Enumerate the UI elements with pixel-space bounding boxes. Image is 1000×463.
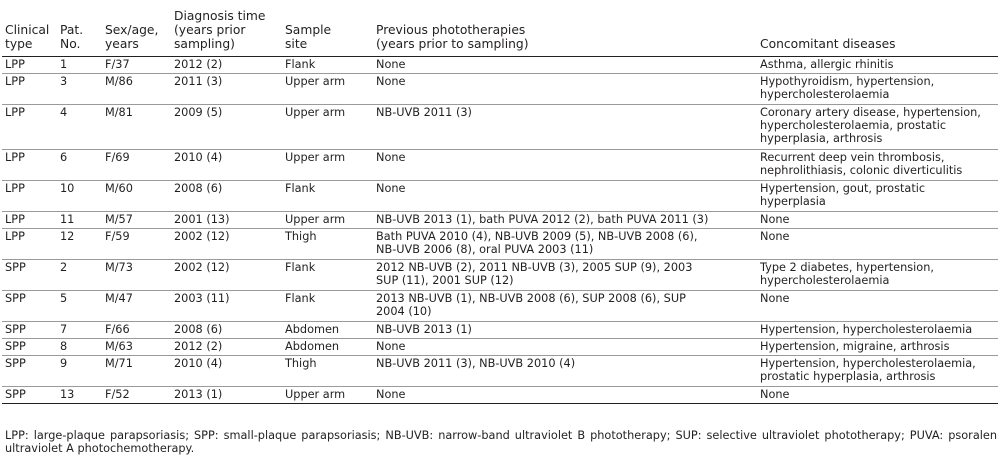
cell-sex-age: F/69: [105, 151, 130, 164]
cell-concomitant-diseases: [757, 291, 998, 322]
cell-concomitant-diseases-line: Asthma, allergic rhinitis: [760, 58, 894, 71]
cell-clinical-type: SPP: [5, 323, 26, 336]
cell-concomitant-diseases-line: Recurrent deep vein thrombosis,: [760, 151, 945, 164]
cell-pat-no: 1: [60, 58, 68, 71]
cell-concomitant-diseases: [757, 181, 998, 212]
cell-previous-phototherapies-line: NB-UVB 2013 (1): [376, 323, 472, 336]
cell-sex-age: M/47: [105, 292, 133, 305]
cell-sample-site: Thigh: [285, 357, 317, 370]
table-row: [2, 105, 998, 150]
cell-sample-site: Flank: [285, 292, 316, 305]
cell-clinical-type: LPP: [5, 213, 25, 226]
cell-previous-phototherapies-line: None: [376, 75, 406, 88]
table-footnote: LPP: large-plaque parapsoriasis; SPP: small-plaque parapsoriasis; NB-UVB: narrow-band ultraviolet B phototherapy; SUP: selective ultraviolet phototherapy; PUVA: psoralen ultraviolet A photochemotherapy.: [5, 429, 997, 455]
cell-pat-no: 12: [60, 230, 75, 243]
header-pat-no: Pat. No.: [60, 23, 84, 51]
cell-clinical-type: LPP: [5, 106, 25, 119]
cell-sample-site: Flank: [285, 182, 316, 195]
cell-sex-age: M/60: [105, 182, 133, 195]
cell-sex-age: M/57: [105, 213, 133, 226]
cell-concomitant-diseases-line: hyperplasia: [760, 195, 826, 208]
cell-clinical-type: LPP: [5, 151, 25, 164]
cell-concomitant-diseases: [757, 387, 998, 404]
cell-concomitant-diseases: [757, 105, 998, 150]
cell-concomitant-diseases: [757, 74, 998, 105]
cell-sex-age: M/73: [105, 261, 133, 274]
table-row: [2, 291, 998, 322]
cell-concomitant-diseases-line: Type 2 diabetes, hypertension,: [760, 261, 934, 274]
cell-sex-age: F/66: [105, 323, 130, 336]
cell-previous-phototherapies-line: 2012 NB-UVB (2), 2011 NB-UVB (3), 2005 SUP (9), 2003: [376, 261, 693, 274]
cell-concomitant-diseases-line: hypercholesterolaemia: [760, 88, 890, 101]
cell-concomitant-diseases-line: None: [760, 292, 790, 305]
cell-sample-site: Thigh: [285, 230, 317, 243]
cell-clinical-type: LPP: [5, 182, 25, 195]
table-row: [2, 150, 998, 181]
cell-clinical-type: SPP: [5, 261, 26, 274]
cell-pat-no: 13: [60, 388, 75, 401]
cell-concomitant-diseases-line: Hypertension, hypercholesterolaemia: [760, 323, 973, 336]
cell-concomitant-diseases-line: None: [760, 388, 790, 401]
cell-sex-age: M/63: [105, 340, 133, 353]
cell-concomitant-diseases: [757, 57, 998, 74]
cell-previous-phototherapies-line: None: [376, 58, 406, 71]
cell-previous-phototherapies: [373, 57, 757, 74]
cell-sample-site: Abdomen: [285, 323, 340, 336]
cell-sex-age: F/59: [105, 230, 130, 243]
cell-concomitant-diseases: [757, 339, 998, 356]
cell-concomitant-diseases: [757, 322, 998, 339]
cell-previous-phototherapies-line: NB-UVB 2006 (8), oral PUVA 2003 (11): [376, 243, 594, 256]
cell-diagnosis-time: 2010 (4): [174, 151, 223, 164]
cell-diagnosis-time: 2002 (12): [174, 261, 230, 274]
header-concomitant-diseases: Concomitant diseases: [760, 37, 896, 51]
cell-diagnosis-time: 2011 (3): [174, 75, 223, 88]
cell-clinical-type: LPP: [5, 75, 25, 88]
cell-pat-no: 7: [60, 323, 68, 336]
cell-concomitant-diseases-line: Hypertension, gout, prostatic: [760, 182, 926, 195]
cell-pat-no: 10: [60, 182, 75, 195]
table-row: [2, 74, 998, 105]
cell-pat-no: 6: [60, 151, 68, 164]
cell-diagnosis-time: 2008 (6): [174, 182, 223, 195]
cell-previous-phototherapies: [373, 181, 757, 212]
header-sample-site: Sample site: [285, 23, 332, 51]
table-row: [2, 260, 998, 291]
cell-concomitant-diseases: [757, 212, 998, 229]
cell-diagnosis-time: 2008 (6): [174, 323, 223, 336]
table-row: [2, 181, 998, 212]
cell-previous-phototherapies: [373, 387, 757, 404]
cell-previous-phototherapies: [373, 339, 757, 356]
cell-sex-age: M/81: [105, 106, 133, 119]
cell-sex-age: M/71: [105, 357, 133, 370]
cell-pat-no: 5: [60, 292, 68, 305]
cell-previous-phototherapies-line: NB-UVB 2013 (1), bath PUVA 2012 (2), bath PUVA 2011 (3): [376, 213, 709, 226]
cell-sample-site: Upper arm: [285, 388, 346, 401]
cell-diagnosis-time: 2009 (5): [174, 106, 223, 119]
cell-clinical-type: SPP: [5, 292, 26, 305]
cell-concomitant-diseases: [757, 356, 998, 387]
cell-previous-phototherapies: [373, 260, 757, 291]
header-diagnosis-time: Diagnosis time (years prior sampling): [174, 9, 266, 51]
table-row: [2, 212, 998, 229]
table-row: [2, 229, 998, 260]
cell-sex-age: F/37: [105, 58, 130, 71]
cell-sample-site: Abdomen: [285, 340, 340, 353]
cell-sample-site: Upper arm: [285, 213, 346, 226]
cell-concomitant-diseases-line: hypercholesterolaemia: [760, 274, 890, 287]
cell-pat-no: 9: [60, 357, 68, 370]
cell-concomitant-diseases: [757, 229, 998, 260]
cell-diagnosis-time: 2012 (2): [174, 58, 223, 71]
cell-clinical-type: SPP: [5, 357, 26, 370]
cell-pat-no: 2: [60, 261, 68, 274]
cell-concomitant-diseases-line: Coronary artery disease, hypertension,: [760, 106, 981, 119]
cell-concomitant-diseases-line: None: [760, 230, 790, 243]
cell-previous-phototherapies-line: None: [376, 388, 406, 401]
cell-previous-phototherapies-line: NB-UVB 2011 (3), NB-UVB 2010 (4): [376, 357, 576, 370]
cell-previous-phototherapies-line: NB-UVB 2011 (3): [376, 106, 472, 119]
cell-sample-site: Flank: [285, 261, 316, 274]
cell-pat-no: 3: [60, 75, 68, 88]
cell-previous-phototherapies-line: None: [376, 340, 406, 353]
cell-previous-phototherapies: [373, 212, 757, 229]
cell-previous-phototherapies-line: None: [376, 182, 406, 195]
header-clinical-type: Clinical type: [5, 23, 50, 51]
cell-concomitant-diseases-line: Hypertension, migraine, arthrosis: [760, 340, 950, 353]
cell-previous-phototherapies-line: 2013 NB-UVB (1), NB-UVB 2008 (6), SUP 2008 (6), SUP: [376, 292, 686, 305]
cell-previous-phototherapies: [373, 229, 757, 260]
cell-concomitant-diseases-line: prostatic hyperplasia, arthrosis: [760, 370, 936, 383]
table-row: [2, 57, 998, 74]
cell-concomitant-diseases-line: nephrolithiasis, colonic diverticulitis: [760, 164, 963, 177]
cell-pat-no: 8: [60, 340, 68, 353]
cell-pat-no: 4: [60, 106, 68, 119]
cell-previous-phototherapies: [373, 322, 757, 339]
cell-previous-phototherapies-line: None: [376, 151, 406, 164]
cell-clinical-type: LPP: [5, 58, 25, 71]
cell-diagnosis-time: 2013 (1): [174, 388, 223, 401]
cell-pat-no: 11: [60, 213, 75, 226]
cell-previous-phototherapies-line: Bath PUVA 2010 (4), NB-UVB 2009 (5), NB-UVB 2008 (6),: [376, 230, 698, 243]
cell-concomitant-diseases: [757, 260, 998, 291]
cell-clinical-type: SPP: [5, 388, 26, 401]
cell-previous-phototherapies: [373, 105, 757, 150]
cell-previous-phototherapies-line: 2004 (10): [376, 305, 432, 318]
cell-concomitant-diseases-line: hypercholesterolaemia, prostatic: [760, 119, 947, 132]
cell-sample-site: Upper arm: [285, 151, 346, 164]
cell-concomitant-diseases-line: None: [760, 213, 790, 226]
table-row: [2, 356, 998, 387]
cell-clinical-type: SPP: [5, 340, 26, 353]
cell-diagnosis-time: 2003 (11): [174, 292, 230, 305]
table-row: [2, 339, 998, 356]
cell-concomitant-diseases-line: Hypothyroidism, hypertension,: [760, 75, 935, 88]
cell-previous-phototherapies: [373, 150, 757, 181]
cell-previous-phototherapies: [373, 356, 757, 387]
cell-diagnosis-time: 2002 (12): [174, 230, 230, 243]
cell-concomitant-diseases: [757, 150, 998, 181]
cell-sex-age: F/52: [105, 388, 130, 401]
cell-diagnosis-time: 2012 (2): [174, 340, 223, 353]
cell-diagnosis-time: 2001 (13): [174, 213, 230, 226]
cell-sample-site: Upper arm: [285, 75, 346, 88]
table-header: [2, 9, 998, 57]
cell-diagnosis-time: 2010 (4): [174, 357, 223, 370]
cell-sample-site: Upper arm: [285, 106, 346, 119]
cell-previous-phototherapies: [373, 74, 757, 105]
table-body: [2, 57, 998, 404]
patient-table: [2, 9, 998, 404]
cell-previous-phototherapies-line: SUP (11), 2001 SUP (12): [376, 274, 514, 287]
table-row: [2, 322, 998, 339]
cell-concomitant-diseases-line: hyperplasia, arthrosis: [760, 132, 883, 145]
cell-sex-age: M/86: [105, 75, 133, 88]
header-previous-phototherapies: Previous phototherapies (years prior to sampling): [376, 23, 529, 51]
cell-concomitant-diseases-line: Hypertension, hypercholesterolaemia,: [760, 357, 976, 370]
header-sex-age: Sex/age, years: [105, 23, 159, 51]
cell-clinical-type: LPP: [5, 230, 25, 243]
cell-previous-phototherapies: [373, 291, 757, 322]
cell-sample-site: Flank: [285, 58, 316, 71]
table-row: [2, 387, 998, 404]
